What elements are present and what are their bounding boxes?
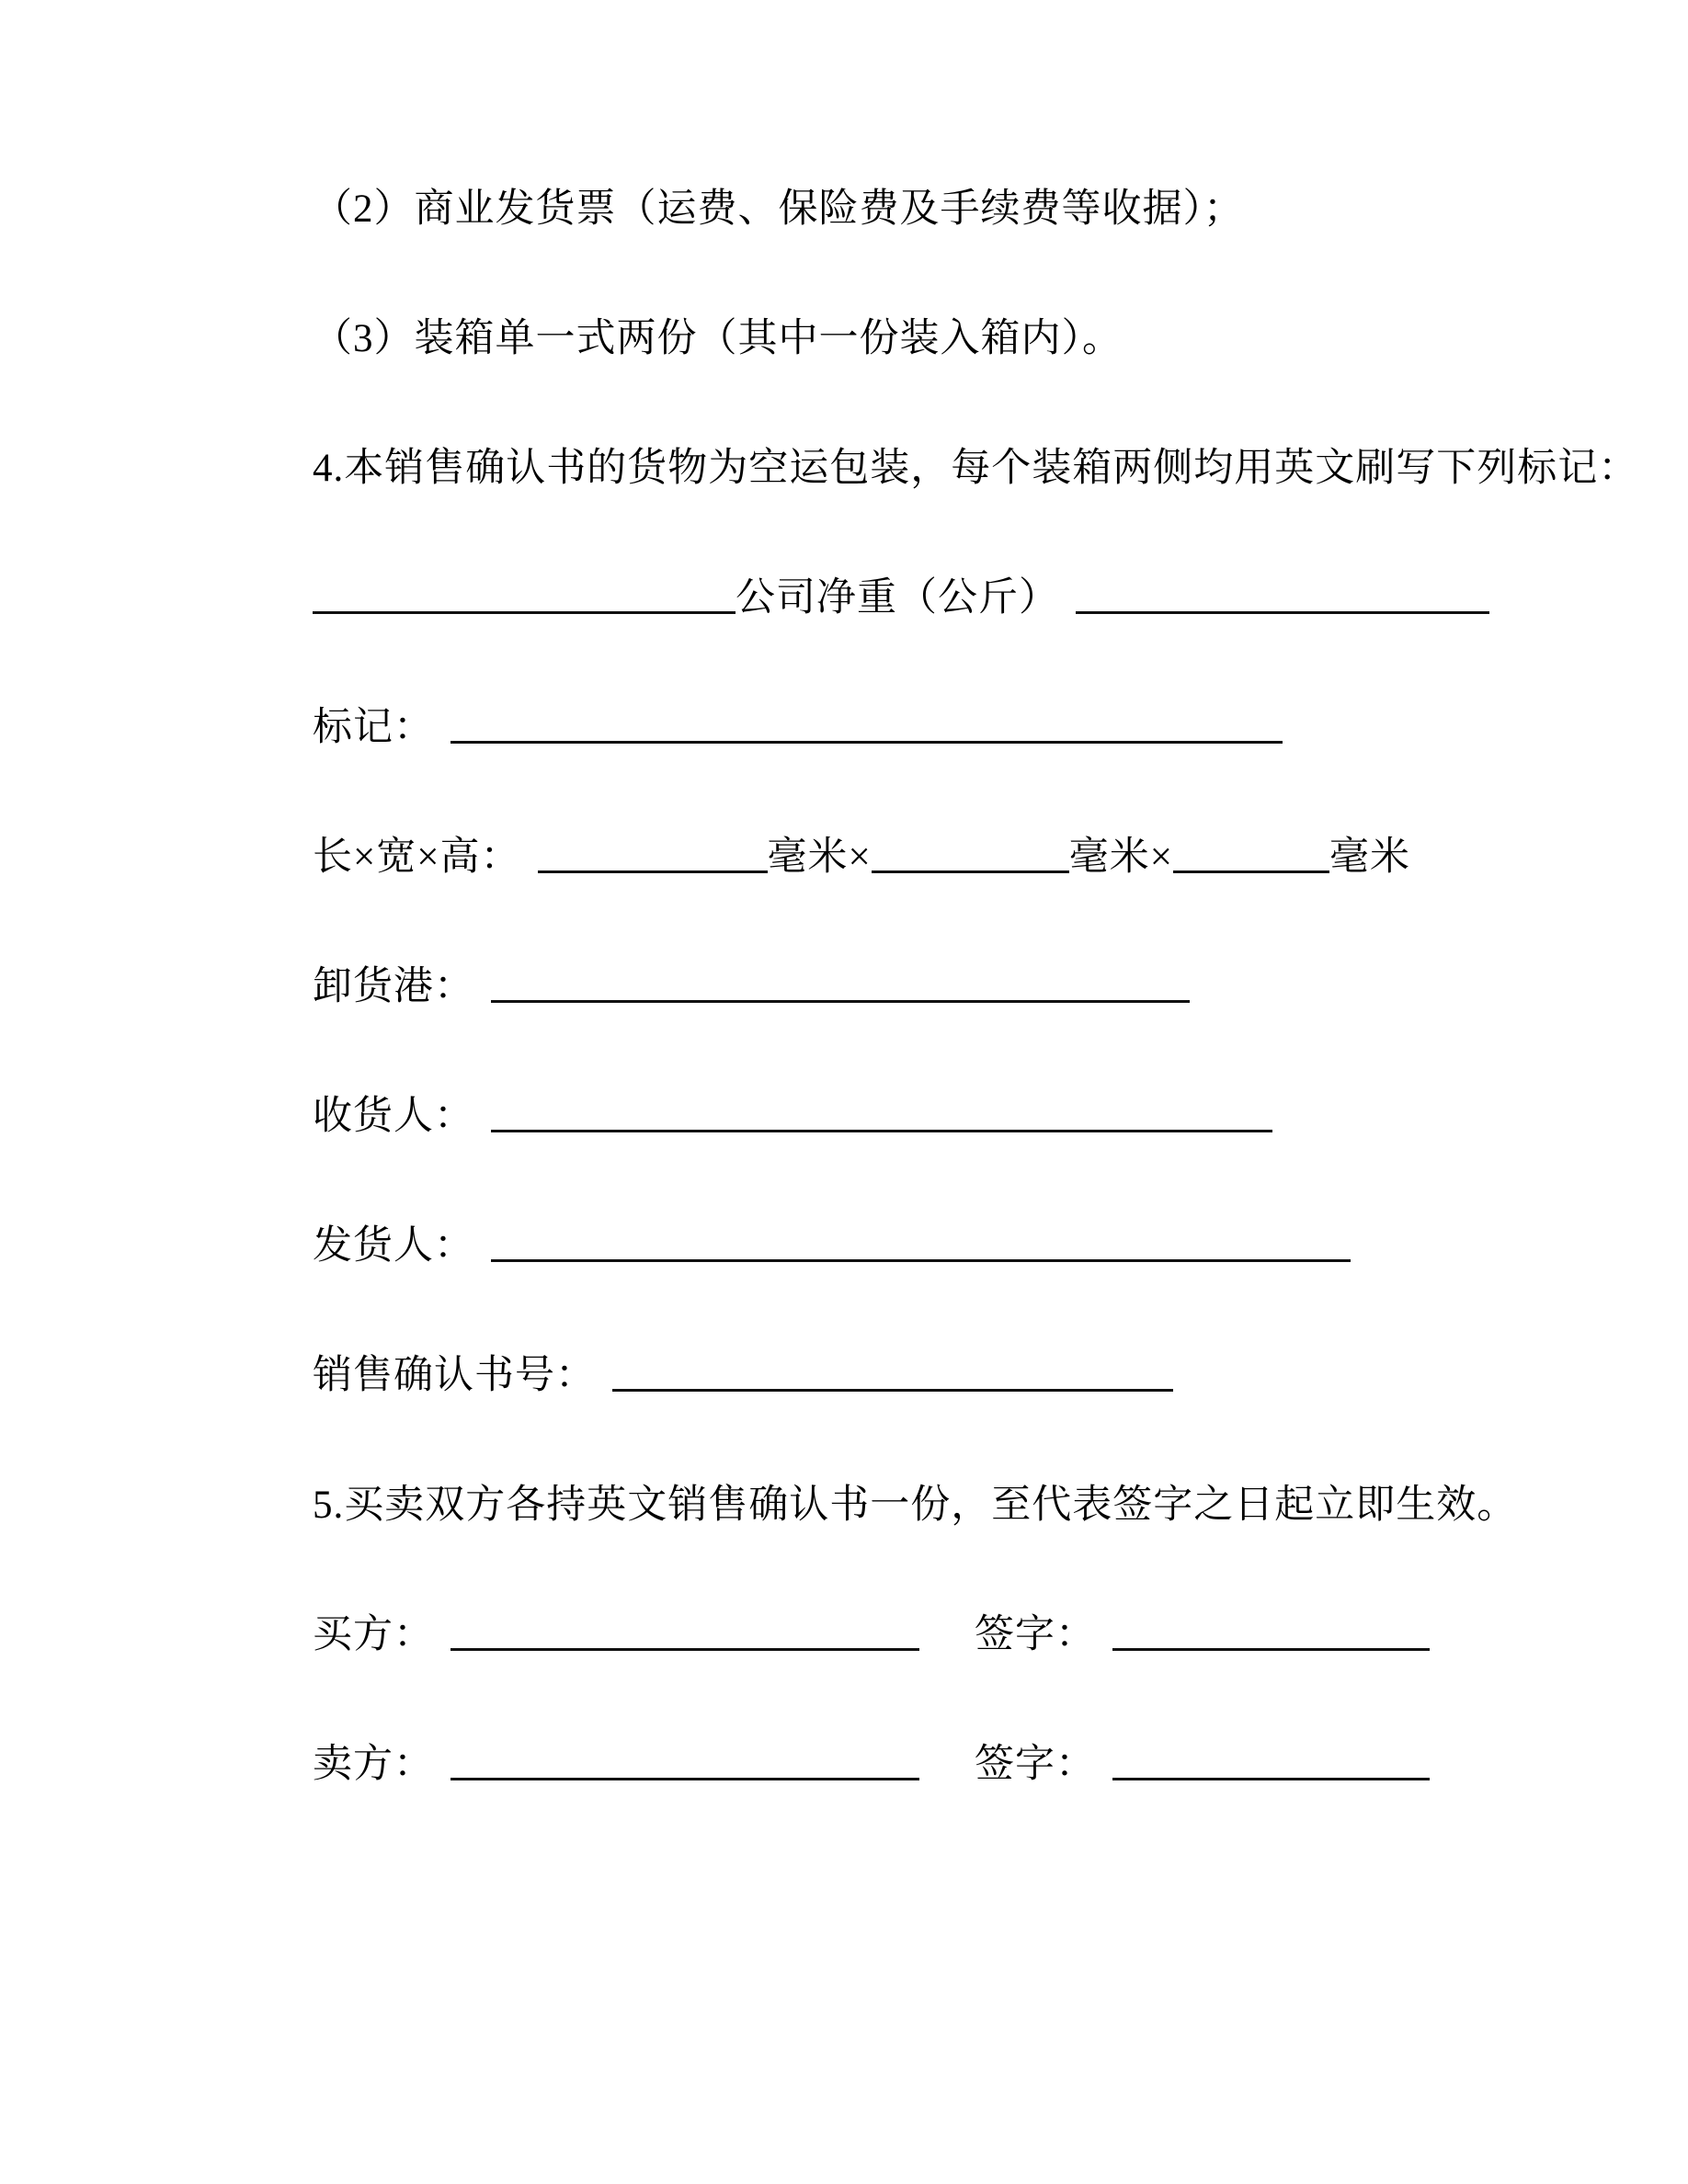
buyer-label: 买方： bbox=[313, 1613, 434, 1656]
unit-mm-3: 毫米 bbox=[1329, 836, 1411, 879]
seller-line bbox=[313, 1744, 1532, 1786]
net-weight-label: 公司净重（公斤） bbox=[736, 576, 1059, 620]
buyer-blank bbox=[451, 1617, 919, 1651]
confirmation-no-blank bbox=[612, 1358, 1173, 1392]
seller-blank bbox=[451, 1746, 919, 1780]
confirmation-no-label: 销售确认书号： bbox=[313, 1354, 596, 1397]
unit-mm-2: 毫米 bbox=[1068, 836, 1150, 879]
dimensions-label: 长×宽×高： bbox=[313, 836, 521, 879]
mark-blank bbox=[451, 710, 1283, 744]
shipper-line bbox=[313, 1225, 1532, 1268]
discharge-port-label: 卸货港： bbox=[313, 965, 474, 1008]
discharge-port-line bbox=[313, 966, 1532, 1008]
discharge-port-blank bbox=[491, 969, 1190, 1003]
height-blank bbox=[1173, 839, 1329, 873]
buyer-signature-blank bbox=[1112, 1617, 1430, 1651]
clause-item-3 bbox=[313, 318, 1532, 360]
times-sign-2: × bbox=[1149, 836, 1174, 879]
seller-signature-label: 签字： bbox=[975, 1743, 1096, 1786]
clause-5-text: 5.买卖双方各持英文销售确认书一份，至代表签字之日起立即生效。 bbox=[313, 1484, 1518, 1527]
length-blank bbox=[538, 839, 768, 873]
consignee-line bbox=[313, 1096, 1532, 1138]
shipper-blank bbox=[491, 1228, 1351, 1262]
company-name-blank bbox=[313, 580, 736, 614]
clause-item-2-text: （2）商业发货票（运费、保险费及手续费等收据）； bbox=[313, 188, 1244, 231]
buyer-signature-label: 签字： bbox=[975, 1613, 1096, 1656]
clause-item-3-text: （3）装箱单一式两份（其中一份装入箱内）。 bbox=[313, 317, 1123, 360]
times-sign-1: × bbox=[848, 836, 872, 879]
consignee-blank bbox=[491, 1098, 1272, 1132]
unit-mm-1: 毫米 bbox=[767, 836, 849, 879]
clause-4 bbox=[313, 447, 1639, 490]
confirmation-no-line bbox=[313, 1355, 1532, 1397]
consignee-label: 收货人： bbox=[313, 1095, 474, 1138]
mark-line bbox=[313, 707, 1532, 749]
mark-label: 标记： bbox=[313, 706, 434, 749]
seller-label: 卖方： bbox=[313, 1743, 434, 1786]
buyer-line bbox=[313, 1614, 1532, 1656]
clause-5 bbox=[313, 1484, 1532, 1527]
clause-item-2 bbox=[313, 188, 1532, 231]
dimensions-line bbox=[313, 836, 1532, 879]
seller-signature-blank bbox=[1112, 1746, 1430, 1780]
net-weight-blank bbox=[1076, 580, 1489, 614]
net-weight-line bbox=[313, 577, 1532, 620]
clause-4-text: 4.本销售确认书的货物为空运包装，每个装箱两侧均用英文刷写下列标记： bbox=[313, 447, 1639, 490]
width-blank bbox=[872, 839, 1069, 873]
shipper-label: 发货人： bbox=[313, 1224, 474, 1268]
